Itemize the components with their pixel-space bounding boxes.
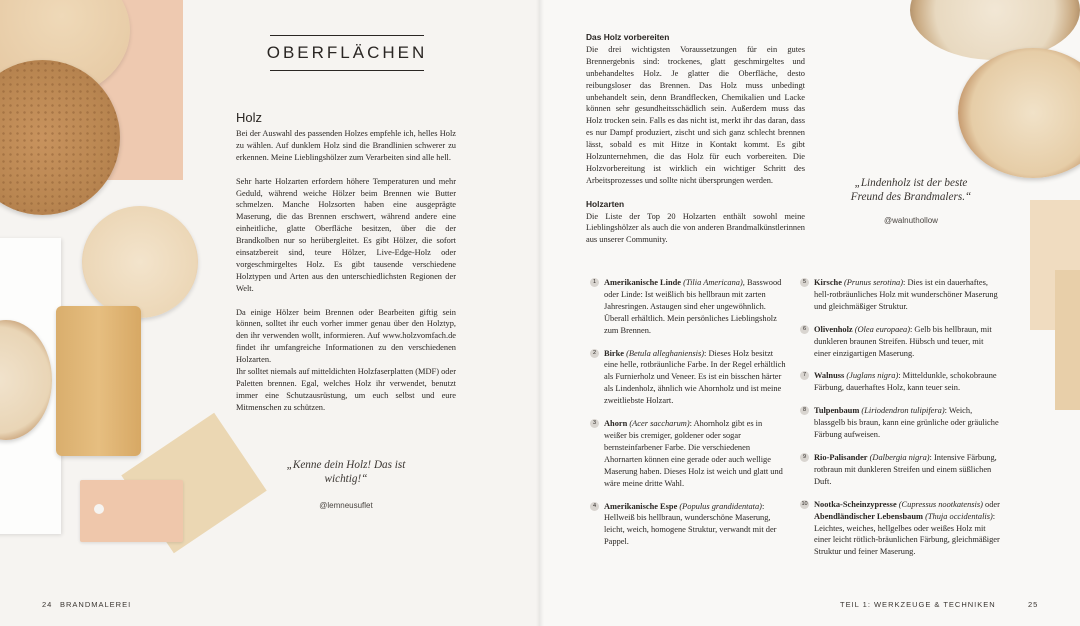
list-item: 4 Amerikanische Espe (Populus grandidentata): Hellweiß bis hellbraun, wunderschöne Maserung, leicht, weich, homogene Struktur, verwandt mit der Pappel. <box>590 501 786 549</box>
wood-stick-image <box>1055 270 1080 410</box>
chapter-title: OBERFLÄCHEN <box>266 43 428 62</box>
number-badge: 3 <box>590 419 599 428</box>
subheading: Das Holz vorbereiten <box>586 32 670 42</box>
folio-label: BRANDMALEREI <box>60 600 132 609</box>
number-badge: 4 <box>590 502 599 511</box>
quote-handle: @walnuthollow <box>884 216 938 225</box>
wood-list-col2 <box>800 277 1000 569</box>
number-badge: 7 <box>800 371 809 380</box>
folio-label: TEIL 1: WERKZEUGE & TECHNIKEN <box>840 600 996 609</box>
left-body-text <box>236 128 456 426</box>
section-heading: Holz <box>236 110 263 125</box>
list-item: 3 Ahorn (Acer saccharum): Ahornholz gibt es in weißer bis cremiger, goldener oder sogar bernsteinfarbener Farbe. Die verschiedenen Ahornarten können eine gerade oder auch wellige Maserung haben. Dieses Holz ist weich und glatt und wäre meine dritte Wahl. <box>590 418 786 489</box>
number-badge: 2 <box>590 349 599 358</box>
paragraph: Ihr solltet niemals auf mitteldichten Holzfaserplatten (MDF) oder Paletten brennen. Egal, welches Holz ihr verwendet, benutzt immer eine Schutzausrüstung, um euch selbst und eure Mitmenschen zu schützen. <box>236 367 456 412</box>
paragraph: Die Liste der Top 20 Holzarten enthält sowohl meine Lieblingshölzer als auch die von anderen Brandmalkünstlerinnen aus unserer Community. <box>586 211 805 245</box>
list-item: 9 Rio-Palisander (Dalbergia nigra): Intensive Färbung, rotbraun mit dunkleren Streifen und einem süßlichen Duft. <box>800 452 1000 488</box>
number-badge: 10 <box>801 500 808 507</box>
folio-number: 25 <box>1028 600 1039 609</box>
list-item: 2 Birke (Betula alleghaniensis): Dieses Holz besitzt eine helle, rotbräunliche Farbe. In der Regel erhältlich als Furnierholz und Veneer. Es ist ein bisschen härter als Lindenholz, ähnlich wie Ahornholz und ist meine zweitliebste Holzart. <box>590 348 786 408</box>
number-badge: 5 <box>800 278 809 287</box>
paragraph: Bei der Auswahl des passenden Holzes empfehle ich, helles Holz zu wählen. Auf dunklem Holz sind die Brandlinien schwerer zu erkennen. Meine Lieblingshölzer zum Verarbeiten sind alle hell. <box>236 129 456 162</box>
quote-handle: @lemneusuflet <box>319 501 373 510</box>
list-item: 1 Amerikanische Linde (Tilia Americana), Basswood oder Linde: Ist weißlich bis hellbraun mit zarten Jahresringen. Astaugen sind eher ungewöhnlich. Überall erhältlich. Mein persönliches Lieblingsholz zum Brennen. <box>590 277 786 337</box>
pull-quote: „Lindenholz ist der beste Freund des Brandmalers.“ <box>850 177 972 203</box>
subheading: Holzarten <box>586 198 625 209</box>
wood-list-col1 <box>590 277 786 559</box>
number-badge: 9 <box>800 453 809 462</box>
folio-number: 24 <box>42 600 53 609</box>
paragraph: Die drei wichtigsten Voraussetzungen für ein gutes Brennergebnis sind: trockenes, glatt geschmirgeltes und unbehandeltes Holz. Je glatter die Oberfläche, desto reibungsloser das Brennen. Das Holz muss unbedingt unbehandelt sein, denn Brandflecken, Chemikalien und Lacke können sehr gesundheitsschädlich sein. Außerdem muss das Holz trocken sein. Falls es das nicht ist, merkt ihr das daran, dass es nur Dampf produziert, zischt und sich ganz schlecht brennen lässt, sobald es mit Hitze in Kontakt kommt. Es gibt Holzunternehmen, die das Holz für euch vorbereiten. Die Holzvorbereitung ist wirklich ein wichtiger Schritt des Arbeitsprozesses und sollte nicht übersprungen werden. <box>586 44 805 185</box>
wood-slice-image <box>958 48 1080 178</box>
tag-hole <box>94 504 104 514</box>
list-item: 7 Walnuss (Juglans nigra): Mitteldunkle, schokobraune Färbung, dauerhaftes Holz, kann teuer sein. <box>800 370 1000 394</box>
right-body-text <box>586 32 805 246</box>
chapter-title-box <box>266 35 428 71</box>
list-item: 5 Kirsche (Prunus serotina): Dies ist ein dauerhaftes, hell-rotbräunliches Holz mit wunderschöner Maserung und gleichmäßiger Struktur. <box>800 277 1000 313</box>
list-item: 8 Tulpenbaum (Liriodendron tulipifera): Weich, blassgelb bis braun, kann eine grünliche oder gräuliche Färbung aufweisen. <box>800 405 1000 441</box>
number-badge: 1 <box>590 278 599 287</box>
list-item: 6 Olivenholz (Olea europaea): Gelb bis hellbraun, mit dunkleren braunen Streifen. Hübsch und teuer, mit einer einzigartigen Maserung. <box>800 324 1000 360</box>
pull-quote: „Kenne dein Holz! Das ist wichtig!“ <box>286 459 406 485</box>
gutter-shadow <box>536 0 544 626</box>
list-item: 10 Nootka-Scheinzypresse (Cupressus nootkatensis) oder Abendländischer Lebensbaum (Thuja occidentalis): Leichtes, weiches, hellgelbes oder weißes Holz mit einer leicht rötlich-bräunlichen Färbung, gleichmäßiger Struktur und feiner Maserung. <box>801 499 1000 557</box>
wood-slice-image <box>82 206 198 318</box>
number-badge: 8 <box>800 406 809 415</box>
number-badge: 6 <box>800 325 809 334</box>
paragraph: Sehr harte Holzarten erfordern höhere Temperaturen und mehr Geduld, während weiche Hölzer beim Brennen wie Butter schmelzen. Manche Holzsorten haben eine ausgeprägte Maserung, die das Brennen erschwert, während andere eine einheitliche, glatte Oberfläche besitzen, über die der Brandkolben nur so herübergleitet. Es gibt Hölzer, die sofort einsatzbereit sind, teure Hölzer, Live-Edge-Holz oder vorgeschmirgeltes Holz. Es gibt tausende verschiedene Holztypen und Arten aus den unterschiedlichsten Regionen der Welt. <box>236 176 456 293</box>
bamboo-board-image <box>56 306 141 456</box>
paragraph: Da einige Hölzer beim Brennen oder Bearbeiten giftig sein können, solltet ihr euch vorher immer genau über den Holztyp, den ihr verwenden wollt, informieren. Auf www.holzvomfach.de findet ihr umfangreiche Informationen zu den verschiedenen Holzarten. <box>236 307 456 365</box>
